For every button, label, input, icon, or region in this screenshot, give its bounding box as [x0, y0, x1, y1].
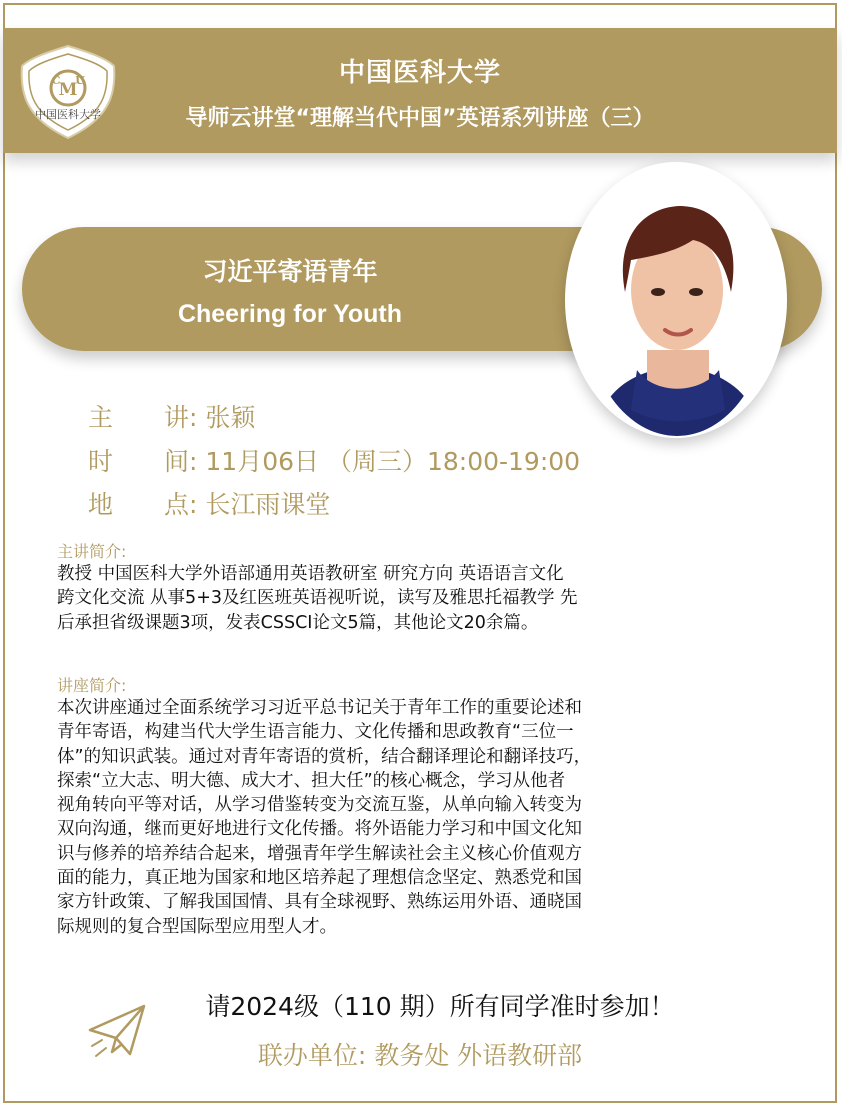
- svg-text:C: C: [51, 74, 61, 87]
- svg-text:M: M: [58, 80, 78, 100]
- lecture-intro-label: 讲座简介:: [57, 676, 127, 695]
- lecture-place: 长江雨课堂: [205, 490, 331, 519]
- co-organizers: 联办单位: 教务处 外语教研部: [257, 1041, 583, 1070]
- speaker-name: 张颖: [205, 403, 256, 432]
- speaker-photo: [585, 180, 769, 436]
- header-banner: [3, 28, 837, 153]
- university-logo: [18, 44, 118, 140]
- lecture-time: 11月06日 （周三）18:00-19:00: [205, 447, 581, 476]
- svg-text:U: U: [75, 74, 85, 87]
- speaker-intro-label: 主讲简介:: [57, 542, 127, 561]
- info-place: 地 点: 长江雨课堂: [88, 490, 331, 519]
- svg-text:中国医科大学: 中国医科大学: [35, 108, 101, 121]
- lecture-series-title: 导师云讲堂“理解当代中国”英语系列讲座（三）: [185, 106, 655, 131]
- speaker-intro-text: 教授 中国医科大学外语部通用英语教研室 研究方向 英语语言文化 跨文化交流 从事5+3及红医班英语视听说，读写及雅思托福教学 先 后承担省级课题3项，发表CSSCI论文5篇，其他论文20余篇。: [57, 564, 578, 633]
- info-time: 时 间: 11月06日 （周三）18:00-19:00: [88, 447, 581, 476]
- attendance-notice: 请2024级（110 期）所有同学准时参加！: [205, 992, 675, 1021]
- lecture-title-cn: 习近平寄语青年: [202, 257, 378, 286]
- university-name: 中国医科大学: [338, 58, 501, 88]
- paper-plane-icon: [86, 1000, 148, 1062]
- info-speaker: 主 讲: 张颖: [88, 403, 256, 432]
- lecture-intro-text: 本次讲座通过全面系统学习习近平总书记关于青年工作的重要论述和 青年寄语，构建当代大学生语言能力、文化传播和思政教育“三位一 体”的知识武装。通过对青年寄语的赏析，结合翻译理论和翻译技巧， 探索“立大志、明大德、成大才、担大任”的核心概念，学习从他者 视角转向平等对话，从学习借鉴转变为交流互鉴，从单向输入转变为 双向沟通，继而更好地进行文化传播。将外语能力学习和中国文化知 识与修养的培养结合起来，增强青年学生解读社会主义核心价值观方 面的能力，真正地为国家和地区培养起了理想信念坚定、熟悉党和国 家方针政策、了解我国国情、具有全球视野、熟练运用外语、通晓国 际规则的复合型国际型应用型人才。: [57, 698, 592, 937]
- lecture-title-en: Cheering for Youth: [177, 300, 403, 328]
